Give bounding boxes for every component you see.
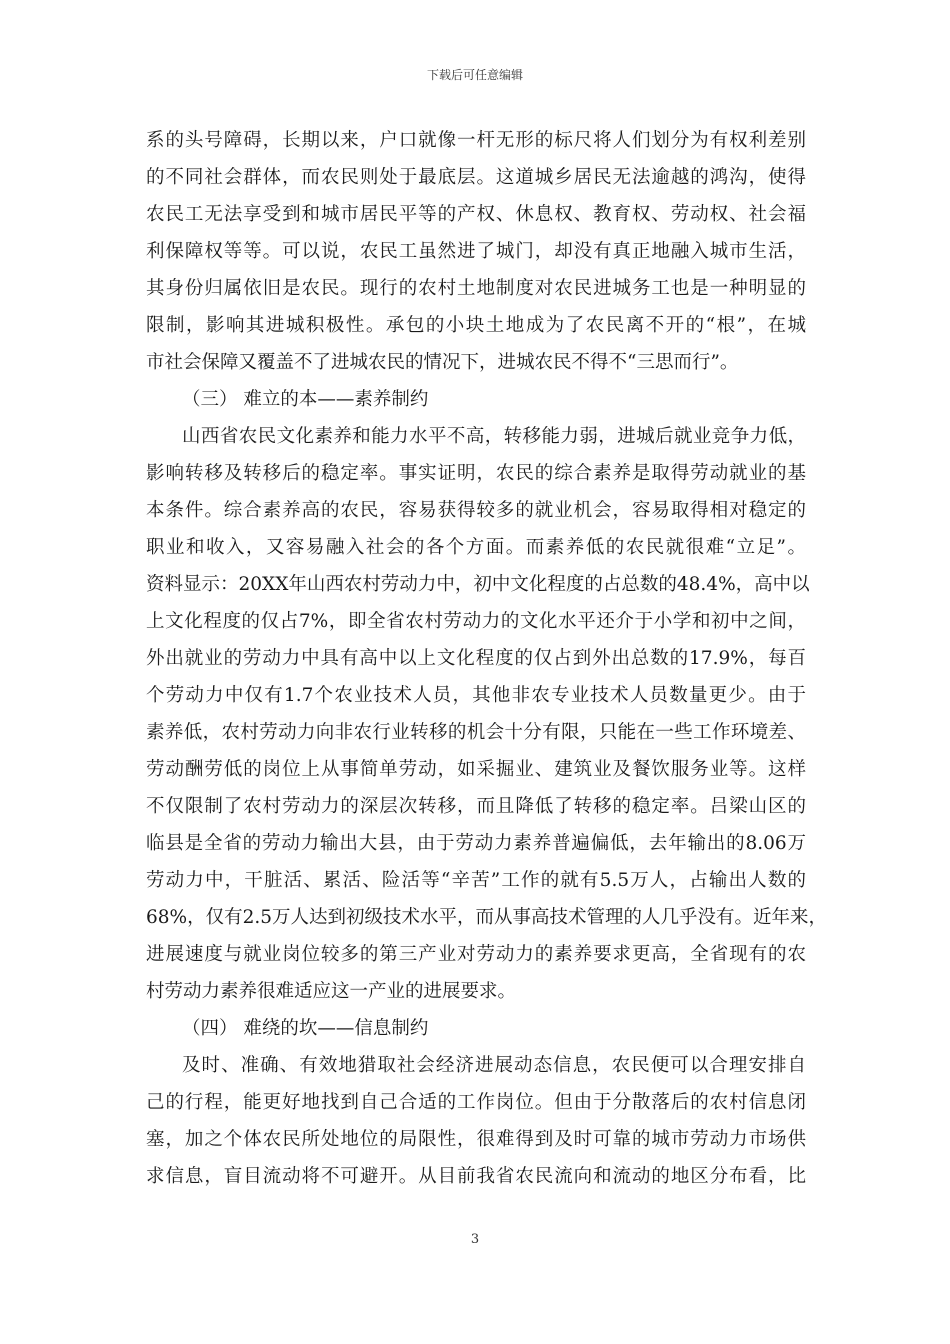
- text-line: 劳动力中，干脏活、累活、险活等“辛苦”工作的就有5.5万人，占输出人数的: [146, 870, 806, 891]
- text-line: 进展速度与就业岗位较多的第三产业对劳动力的素养要求更高，全省现有的农: [146, 944, 806, 965]
- text-line: 其身份归属依旧是农民。现行的农村土地制度对农民进城务工也是一种明显的: [146, 278, 806, 299]
- text-line: 上文化程度的仅占7%，即全省农村劳动力的文化水平还介于小学和初中之间，: [146, 611, 806, 632]
- text-line: 利保障权等等。可以说，农民工虽然进了城门，却没有真正地融入城市生活，: [146, 241, 806, 262]
- text-line: 职业和收入，又容易融入社会的各个方面。而素养低的农民就很难“立足”。: [146, 537, 806, 558]
- text-line: 的不同社会群体，而农民则处于最底层。这道城乡居民无法逾越的鸿沟，使得: [146, 167, 806, 188]
- text-line: 68%，仅有2.5万人达到初级技术水平，而从事高技术管理的人几乎没有。近年来，: [146, 907, 828, 928]
- document-body: [146, 122, 828, 1195]
- text-line: 农民工无法享受到和城市居民平等的产权、休息权、教育权、劳动权、社会福: [146, 204, 806, 225]
- text-line: 本条件。综合素养高的农民，容易获得较多的就业机会，容易取得相对稳定的: [146, 500, 806, 521]
- text-line: 山西省农民文化素养和能力水平不高，转移能力弱，进城后就业竞争力低，: [182, 426, 806, 447]
- text-line: 影响转移及转移后的稳定率。事实证明，农民的综合素养是取得劳动就业的基: [146, 463, 806, 484]
- section-heading: （四） 难绕的坎——信息制约: [182, 1018, 429, 1039]
- text-line: 不仅限制了农村劳动力的深层次转移，而且降低了转移的稳定率。吕梁山区的: [146, 796, 806, 817]
- text-line: 塞，加之个体农民所处地位的局限性，很难得到及时可靠的城市劳动力市场供: [146, 1129, 806, 1150]
- text-line: 求信息，盲目流动将不可避开。从目前我省农民流向和流动的地区分布看，比: [146, 1166, 806, 1187]
- text-line: 劳动酬劳低的岗位上从事简单劳动，如采掘业、建筑业及餐饮服务业等。这样: [146, 759, 806, 780]
- text-line: 市社会保障又覆盖不了进城农民的情况下，进城农民不得不“三思而行”。: [146, 352, 739, 373]
- page-number: 3: [470, 1232, 480, 1247]
- text-line: 村劳动力素养很难适应这一产业的进展要求。: [146, 981, 517, 1002]
- text-line: 临县是全省的劳动力输出大县，由于劳动力素养普遍偏低，去年输出的8.06万: [146, 833, 806, 854]
- text-line: 素养低，农村劳动力向非农行业转移的机会十分有限，只能在一些工作环境差、: [146, 722, 806, 743]
- text-line: 资料显示：20XX年山西农村劳动力中，初中文化程度的占总数的48.4%，高中以: [146, 574, 810, 595]
- text-line: 己的行程，能更好地找到自己合适的工作岗位。但由于分散落后的农村信息闭: [146, 1092, 806, 1113]
- text-line: 外出就业的劳动力中具有高中以上文化程度的仅占到外出总数的17.9%，每百: [146, 648, 806, 669]
- text-line: 限制，影响其进城积极性。承包的小块土地成为了农民离不开的“根”，在城: [146, 315, 806, 336]
- text-line: 个劳动力中仅有1.7个农业技术人员，其他非农专业技术人员数量更少。由于: [146, 685, 806, 706]
- page-header: 下载后可任意编辑: [426, 68, 523, 82]
- text-line: 系的头号障碍，长期以来，户口就像一杆无形的标尺将人们划分为有权利差别: [146, 130, 806, 151]
- text-line: 及时、准确、有效地猎取社会经济进展动态信息，农民便可以合理安排自: [182, 1055, 806, 1076]
- section-heading: （三） 难立的本——素养制约: [182, 389, 429, 410]
